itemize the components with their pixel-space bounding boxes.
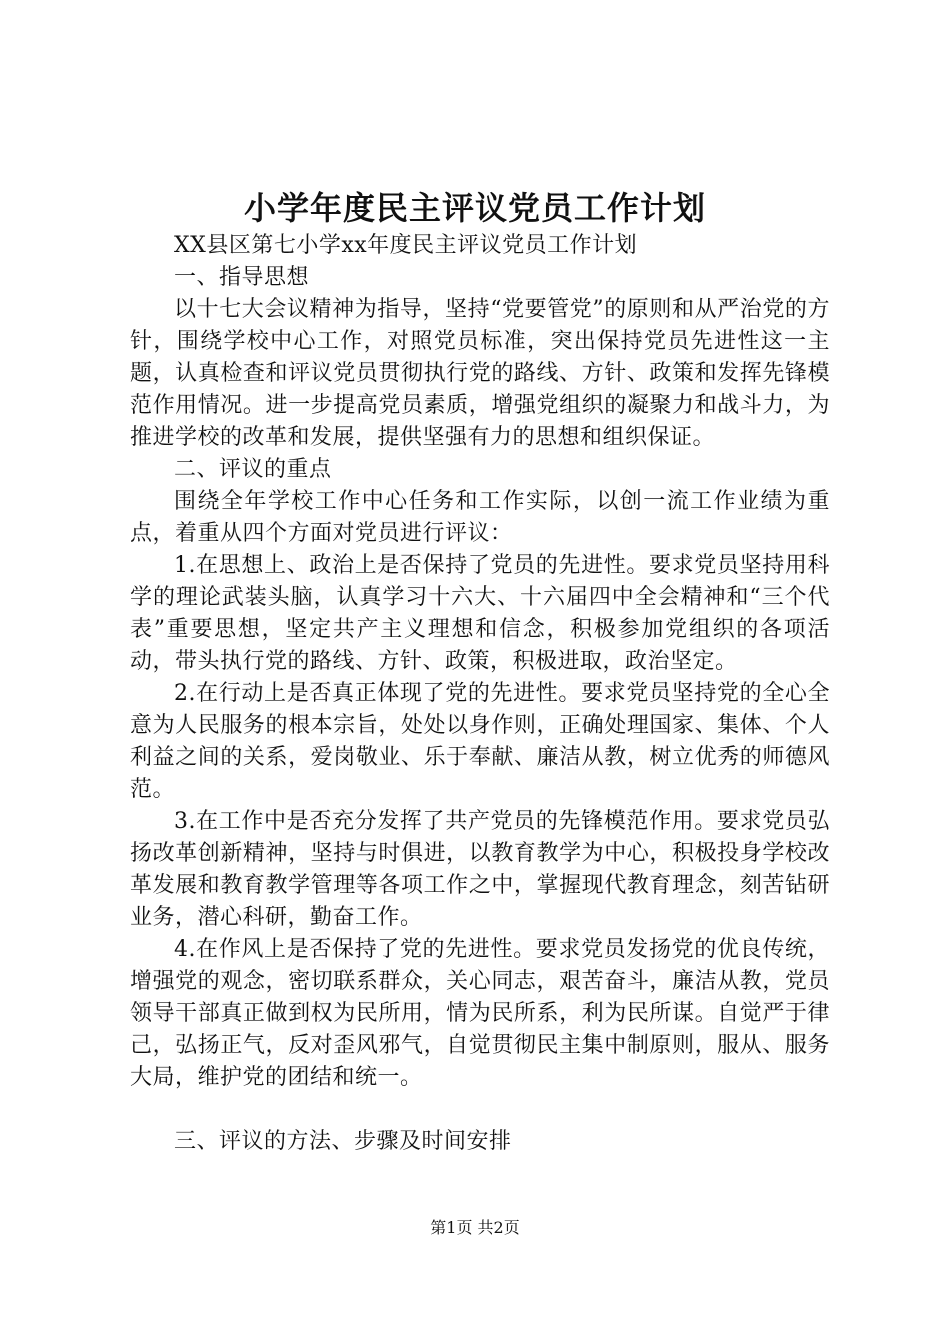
document-title: 小学年度民主评议党员工作计划 (243, 189, 706, 227)
paragraph-point-1: 1.在思想上、政治上是否保持了党员的先进性。要求党员坚持用科学的理论武装头脑，认真学习十六大、十六届四中全会精神和“三个代表”重要思想，坚定共产主义理想和信念，积极参加党组织的各项活动，带头执行党的路线、方针、政策，积极进取，政治坚定。 (130, 553, 830, 674)
paragraph-evaluation-focus-intro: 围绕全年学校工作中心任务和工作实际，以创一流工作业绩为重点，着重从四个方面对党员进行评议： (130, 489, 830, 546)
document-body (130, 230, 830, 1158)
paragraph-point-3: 3.在工作中是否充分发挥了共产党员的先锋模范作用。要求党员弘扬改革创新精神，坚持与时俱进，以教育教学为中心，积极投身学校改革发展和教育教学管理等各项工作之中，掌握现代教育理念，刻苦钻研业务，潜心科研，勤奋工作。 (130, 809, 830, 930)
section-heading-guiding-ideology: 一、指导思想 (174, 265, 310, 290)
subtitle-line: XX县区第七小学xx年度民主评议党员工作计划 (174, 233, 638, 258)
section-heading-evaluation-focus: 二、评议的重点 (174, 457, 332, 482)
section-heading-methods-schedule: 三、评议的方法、步骤及时间安排 (174, 1129, 512, 1154)
paragraph-point-4: 4.在作风上是否保持了党的先进性。要求党员发扬党的优良传统，增强党的观念，密切联系群众，关心同志，艰苦奋斗，廉洁从教，党员领导干部真正做到权为民所用，情为民所系，利为民所谋。自觉严于律己，弘扬正气，反对歪风邪气，自觉贯彻民主集中制原则，服从、服务大局，维护党的团结和统一。 (130, 937, 830, 1090)
page-indicator: 第1页 共2页 (430, 1218, 520, 1237)
paragraph-point-2: 2.在行动上是否真正体现了党的先进性。要求党员坚持党的全心全意为人民服务的根本宗旨，处处以身作则，正确处理国家、集体、个人利益之间的关系，爱岗敬业、乐于奉献、廉洁从教，树立优秀的师德风范。 (130, 681, 830, 802)
paragraph-guiding-ideology: 以十七大会议精神为指导，坚持“党要管党”的原则和从严治党的方针，围绕学校中心工作，对照党员标准，突出保持党员先进性这一主题，认真检查和评议党员贯彻执行党的路线、方针、政策和发挥先锋模范作用情况。进一步提高党员素质，增强党组织的凝聚力和战斗力，为推进学校的改革和发展，提供坚强有力的思想和组织保证。 (130, 297, 830, 450)
